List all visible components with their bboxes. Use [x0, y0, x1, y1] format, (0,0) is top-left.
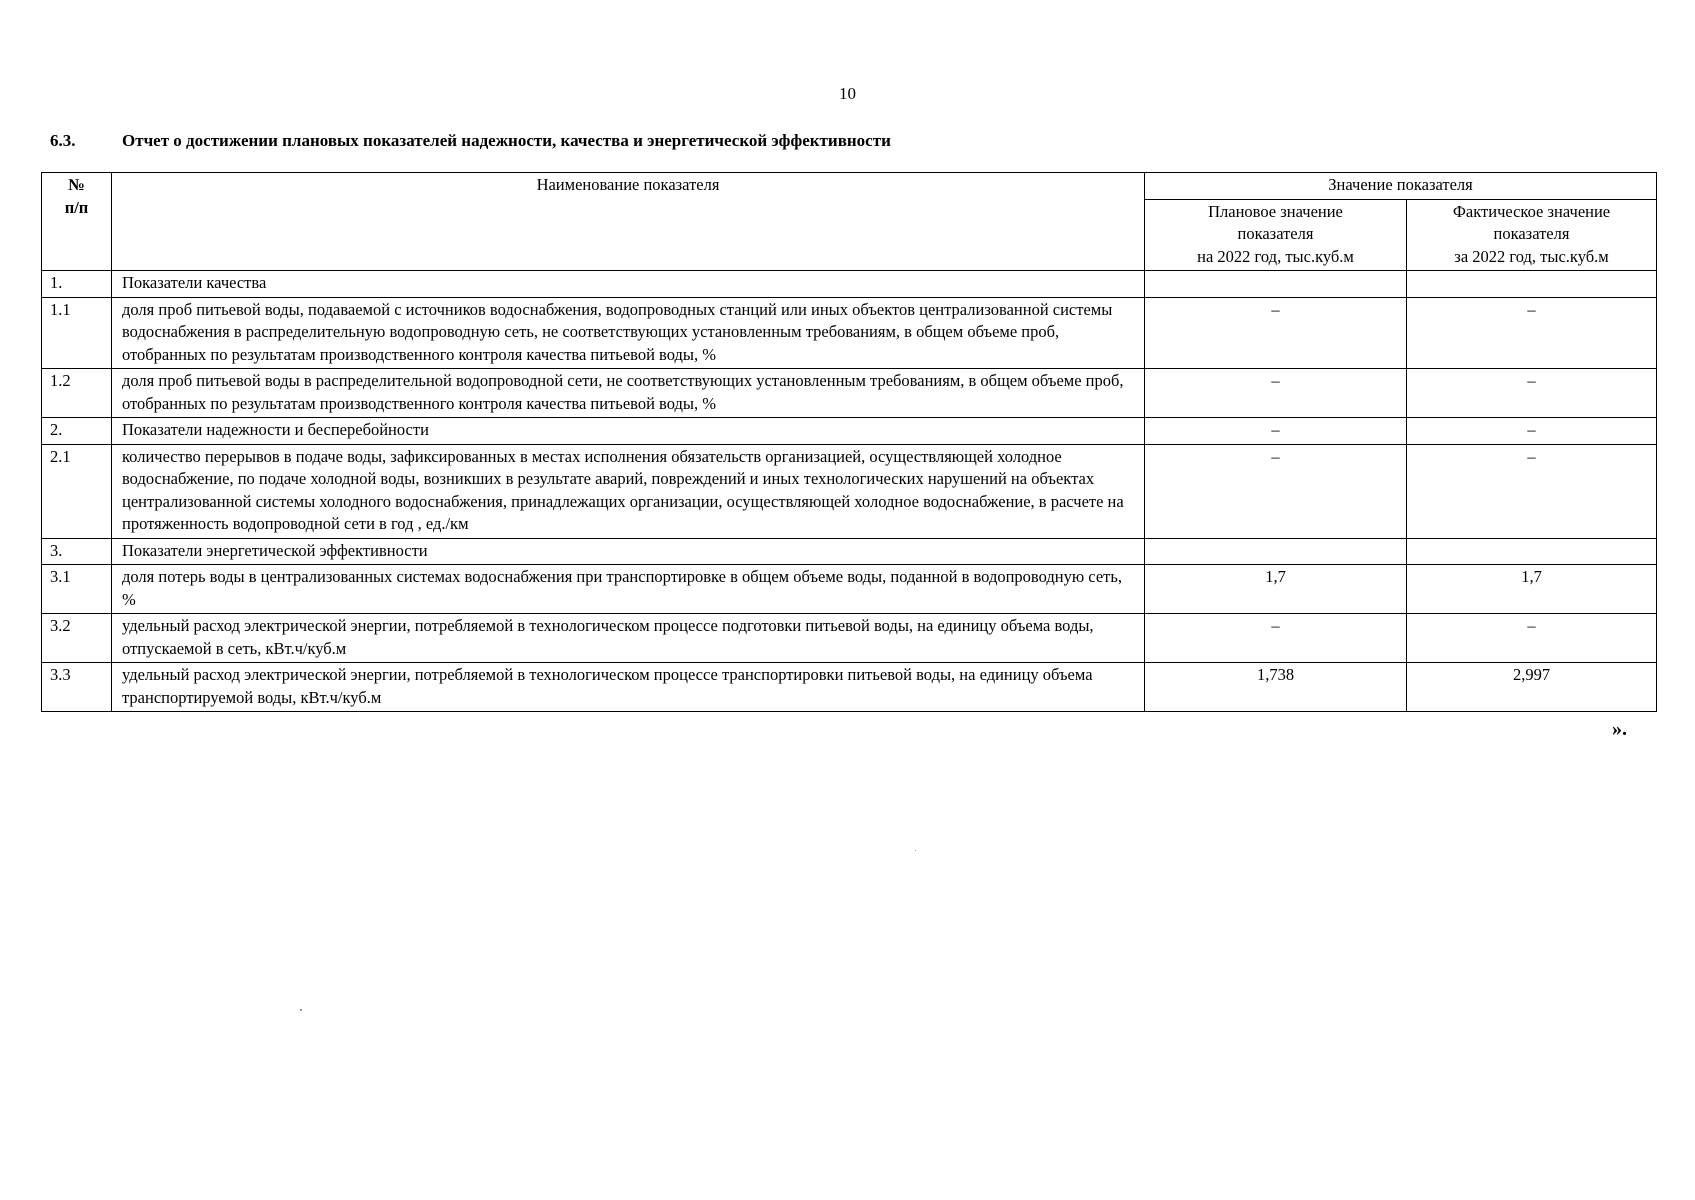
- table-row: [42, 565, 1657, 614]
- table-row: [42, 538, 1657, 565]
- row-number: 1.2: [42, 369, 112, 418]
- indicator-name: количество перерывов в подаче воды, зафиксированных в местах исполнения обязательств организацией, осуществляющей холодное водоснабжение, по подаче холодной воды, возникших в результате аварий, повреждений и иных технологических нарушений на объектах централизованной системы холодного водоснабжения, принадлежащих организации, осуществляющей холодное водоснабжение, в расчете на протяженность водопроводной сети в год , ед./км: [112, 444, 1145, 538]
- header-number: № п/п: [42, 173, 112, 271]
- row-number: 3.3: [42, 663, 112, 712]
- header-planned-value: Плановое значение показателя на 2022 год, тыс.куб.м: [1145, 199, 1407, 271]
- row-number: 3.1: [42, 565, 112, 614]
- scan-speck: [300, 1009, 302, 1011]
- section-title: Отчет о достижении плановых показателей надежности, качества и энергетической эффективности: [122, 131, 891, 150]
- actual-value: –: [1407, 614, 1657, 663]
- actual-value: –: [1407, 297, 1657, 369]
- indicator-name: Показатели качества: [112, 271, 1145, 298]
- table-row: [42, 614, 1657, 663]
- page-number: 10: [839, 84, 856, 103]
- row-number: 1.1: [42, 297, 112, 369]
- actual-value: –: [1407, 369, 1657, 418]
- section-heading: [50, 131, 891, 151]
- planned-value: –: [1145, 418, 1407, 445]
- actual-value: 2,997: [1407, 663, 1657, 712]
- table-row: [42, 663, 1657, 712]
- planned-value: [1145, 538, 1407, 565]
- row-number: 2.1: [42, 444, 112, 538]
- table-row: [42, 271, 1657, 298]
- actual-value: [1407, 271, 1657, 298]
- planned-value: –: [1145, 614, 1407, 663]
- planned-value: –: [1145, 444, 1407, 538]
- indicator-name: доля потерь воды в централизованных системах водоснабжения при транспортировке в общем объеме воды, поданной в водопроводную сеть, %: [112, 565, 1145, 614]
- indicator-name: доля проб питьевой воды в распределительной водопроводной сети, не соответствующих установленным требованиям, в общем объеме проб, отобранных по результатам производственного контроля качества питьевой воды, %: [112, 369, 1145, 418]
- actual-value: [1407, 538, 1657, 565]
- row-number: 3.2: [42, 614, 112, 663]
- planned-value: [1145, 271, 1407, 298]
- table-row: [42, 369, 1657, 418]
- header-actual-value: Фактическое значение показателя за 2022 год, тыс.куб.м: [1407, 199, 1657, 271]
- indicator-name: удельный расход электрической энергии, потребляемой в технологическом процессе подготовки питьевой воды, на единицу объема воды, отпускаемой в сеть, кВт.ч/куб.м: [112, 614, 1145, 663]
- indicator-name: Показатели энергетической эффективности: [112, 538, 1145, 565]
- planned-value: 1,738: [1145, 663, 1407, 712]
- indicator-name: доля проб питьевой воды, подаваемой с источников водоснабжения, водопроводных станций или иных объектов централизованной системы водоснабжения в распределительную водопроводную сеть, не соответствующих установленным требованиям, в общем объеме проб, отобранных по результатам производственного контроля качества питьевой воды, %: [112, 297, 1145, 369]
- actual-value: 1,7: [1407, 565, 1657, 614]
- planned-value: –: [1145, 297, 1407, 369]
- scan-speck: [915, 850, 916, 851]
- indicator-name: Показатели надежности и бесперебойности: [112, 418, 1145, 445]
- row-number: 2.: [42, 418, 112, 445]
- row-number: 1.: [42, 271, 112, 298]
- row-number: 3.: [42, 538, 112, 565]
- indicator-name: удельный расход электрической энергии, потребляемой в технологическом процессе транспортировки питьевой воды, на единицу объема транспортируемой воды, кВт.ч/куб.м: [112, 663, 1145, 712]
- header-indicator-name: Наименование показателя: [112, 173, 1145, 271]
- table-row: [42, 297, 1657, 369]
- closing-quote-mark: ».: [1612, 718, 1627, 740]
- section-number: 6.3.: [50, 131, 76, 150]
- table-row: [42, 418, 1657, 445]
- table-row: [42, 444, 1657, 538]
- planned-value: 1,7: [1145, 565, 1407, 614]
- header-indicator-value: Значение показателя: [1145, 173, 1657, 200]
- indicators-table: [41, 172, 1657, 712]
- planned-value: –: [1145, 369, 1407, 418]
- actual-value: –: [1407, 444, 1657, 538]
- actual-value: –: [1407, 418, 1657, 445]
